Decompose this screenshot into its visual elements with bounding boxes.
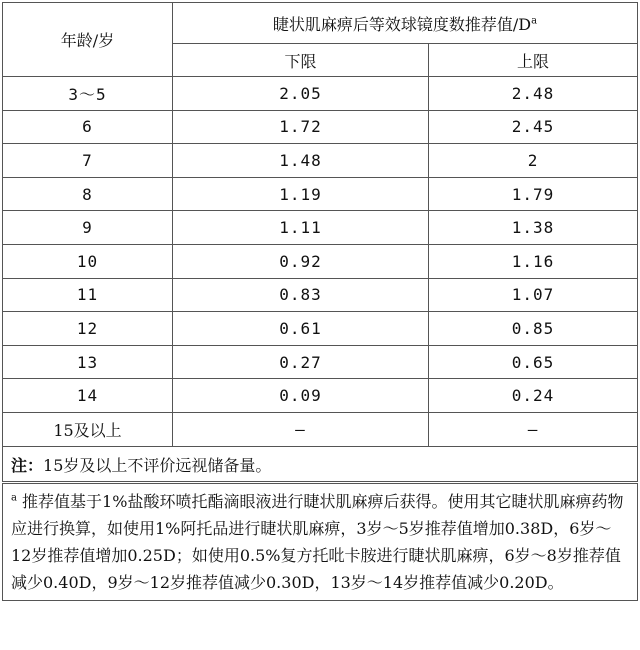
- age-cell: 11: [3, 278, 173, 312]
- age-cell: 6: [3, 110, 173, 144]
- upper-limit-cell: 1.07: [429, 278, 638, 312]
- hyperopia-reserve-table-container: [2, 2, 637, 601]
- footnote-text: 推荐值基于1%盐酸环喷托酯滴眼液进行睫状肌麻痹后获得。使用其它睫状肌麻痹药物应进行换算，如使用1%阿托品进行睫状肌麻痹，3岁～5岁推荐值增加0.38D，6岁～12岁推荐值增加0.25D；如使用0.5%复方托吡卡胺进行睫状肌麻痹，6岁～8岁推荐值减少0.40D，9岁～12岁推荐值减少0.30D，13岁～14岁推荐值减少0.20D。: [11, 491, 624, 592]
- table-row: [3, 144, 638, 178]
- upper-limit-cell: —: [429, 412, 638, 446]
- upper-limit-cell: 1.16: [429, 244, 638, 278]
- table-row: [3, 110, 638, 144]
- age-cell: 7: [3, 144, 173, 178]
- recommended-value-title: 睫状肌麻痹后等效球镜度数推荐值/D: [272, 14, 532, 34]
- table-row: [3, 412, 638, 446]
- table-header-row-1: [3, 3, 638, 44]
- upper-limit-cell: 1.79: [429, 177, 638, 211]
- lower-limit-header: 下限: [173, 44, 429, 77]
- table-row: [3, 345, 638, 379]
- upper-limit-cell: 0.85: [429, 312, 638, 346]
- lower-limit-cell: 0.83: [173, 278, 429, 312]
- footnote-marker-sup: a: [531, 15, 538, 27]
- table-body: [3, 77, 638, 447]
- age-cell: 13: [3, 345, 173, 379]
- age-cell: 15及以上: [3, 412, 173, 446]
- age-cell: 9: [3, 211, 173, 245]
- lower-limit-cell: 1.11: [173, 211, 429, 245]
- note-text: 15岁及以上不评价远视储备量。: [43, 455, 272, 475]
- table-row: [3, 244, 638, 278]
- lower-limit-cell: 2.05: [173, 77, 429, 111]
- age-header-label: 年龄/岁: [60, 31, 115, 50]
- upper-limit-cell: 2: [429, 144, 638, 178]
- lower-limit-cell: 1.48: [173, 144, 429, 178]
- hyperopia-reserve-table: [2, 2, 638, 601]
- lower-limit-cell: 0.27: [173, 345, 429, 379]
- upper-limit-cell: 1.38: [429, 211, 638, 245]
- table-row: [3, 312, 638, 346]
- note-row: [3, 446, 638, 482]
- lower-limit-cell: 1.72: [173, 110, 429, 144]
- upper-limit-cell: 0.65: [429, 345, 638, 379]
- upper-limit-cell: 0.24: [429, 379, 638, 413]
- table-row: [3, 379, 638, 413]
- lower-limit-cell: 0.61: [173, 312, 429, 346]
- note-prefix: 注：: [11, 455, 44, 475]
- upper-limit-cell: 2.48: [429, 77, 638, 111]
- recommended-value-header: [173, 3, 638, 44]
- note-cell: [3, 446, 638, 482]
- table-row: [3, 211, 638, 245]
- age-cell: 14: [3, 379, 173, 413]
- table-row: [3, 77, 638, 111]
- age-column-header: [3, 3, 173, 77]
- age-cell: 10: [3, 244, 173, 278]
- age-cell: 12: [3, 312, 173, 346]
- table-row: [3, 177, 638, 211]
- age-cell: 3～5: [3, 77, 173, 111]
- lower-limit-cell: —: [173, 412, 429, 446]
- lower-limit-cell: 0.09: [173, 379, 429, 413]
- footnote-marker: a: [11, 492, 17, 504]
- lower-limit-cell: 0.92: [173, 244, 429, 278]
- footnote-cell: [3, 482, 638, 600]
- table-row: [3, 278, 638, 312]
- upper-limit-header: 上限: [429, 44, 638, 77]
- footnote-row: [3, 482, 638, 600]
- lower-limit-cell: 1.19: [173, 177, 429, 211]
- age-cell: 8: [3, 177, 173, 211]
- upper-limit-cell: 2.45: [429, 110, 638, 144]
